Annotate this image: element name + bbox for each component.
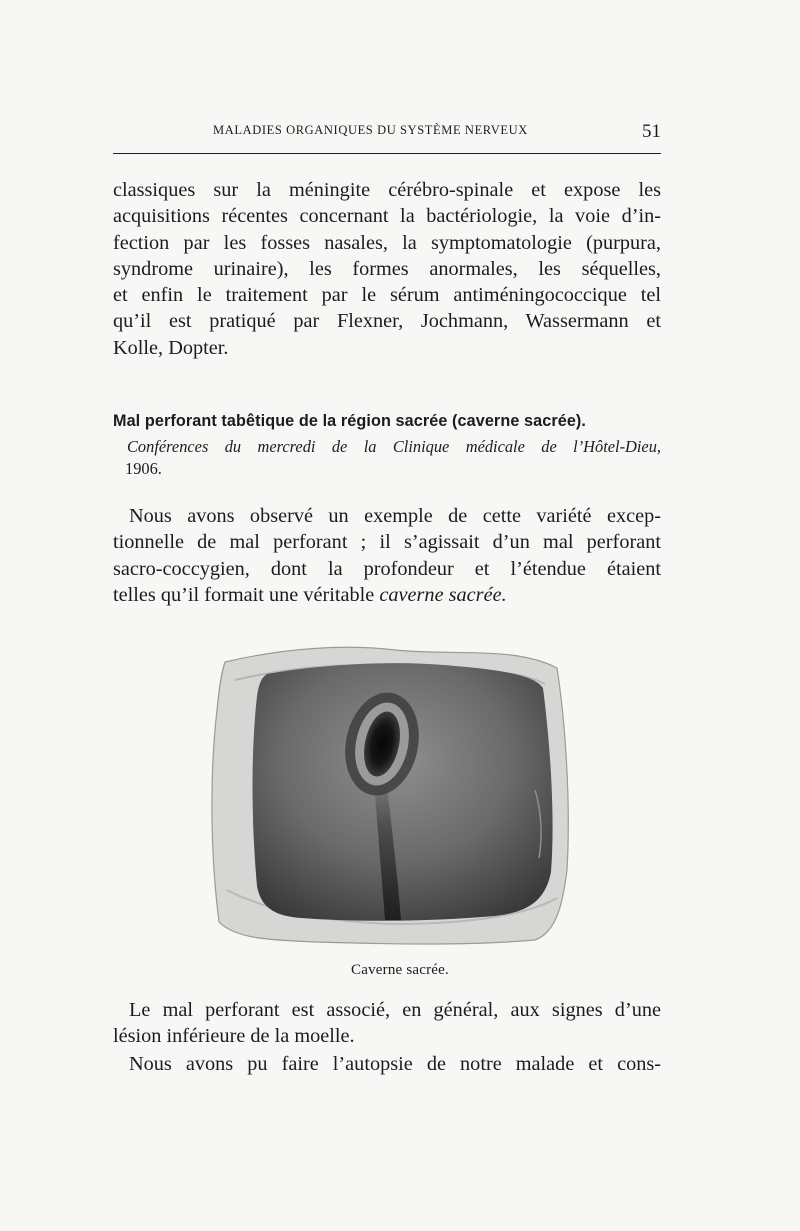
text-line: Nous avons pu faire l’autopsie de notre malade et cons- <box>129 1053 661 1075</box>
photo-illustration <box>205 640 575 948</box>
header-rule <box>113 153 661 154</box>
text-line: syndrome urinaire), les formes anormales, les séquelles, <box>113 257 661 280</box>
page-number: 51 <box>642 121 661 142</box>
text-line <box>113 582 661 608</box>
paragraph-1 <box>113 177 661 361</box>
text-line: Le mal perforant est associé, en général, aux signes d’une <box>129 999 661 1021</box>
text-line: tionnelle de mal perforant ; il s’agissait d’un mal perforant <box>113 531 661 554</box>
source-year: 1906. <box>125 459 162 478</box>
text-line: lésion inférieure de la moelle. <box>113 1025 355 1048</box>
text-line: fection par les fosses nasales, la symptomatologie (purpura, <box>113 231 661 254</box>
paragraph-2 <box>113 503 661 608</box>
figure-photograph <box>205 640 575 948</box>
section-source <box>127 436 661 480</box>
running-head <box>113 121 661 143</box>
italic-term: caverne sacrée. <box>379 583 507 606</box>
running-title: MALADIES ORGANIQUES DU SYSTÈME NERVEUX <box>213 123 528 137</box>
text-line: classiques sur la méningite cérébro-spinale et expose les <box>113 179 661 201</box>
text-line: qu’il est pratiqué par Flexner, Jochmann, Wassermann et <box>113 310 661 333</box>
paragraph-3 <box>113 997 661 1050</box>
source-line: Conférences du mercredi de la Clinique médicale de l’Hôtel-Dieu, <box>127 437 661 456</box>
figure-caption: Caverne sacrée. <box>351 962 449 978</box>
text-line: Kolle, Dopter. <box>113 336 229 359</box>
text-segment: telles qu’il formait une véritable <box>113 583 375 606</box>
text-line: et enfin le traitement par le sérum antiméningococcique tel <box>113 284 661 307</box>
text-line: acquisitions récentes concernant la bactériologie, la voie d’in- <box>113 205 661 228</box>
paragraph-4 <box>113 1051 661 1077</box>
text-line: sacro-coccygien, dont la profondeur et l’étendue étaient <box>113 557 661 580</box>
text-line: Nous avons observé un exemple de cette variété excep- <box>129 505 661 527</box>
section-heading: Mal perforant tabêtique de la région sacrée (caverne sacrée). <box>113 412 587 430</box>
